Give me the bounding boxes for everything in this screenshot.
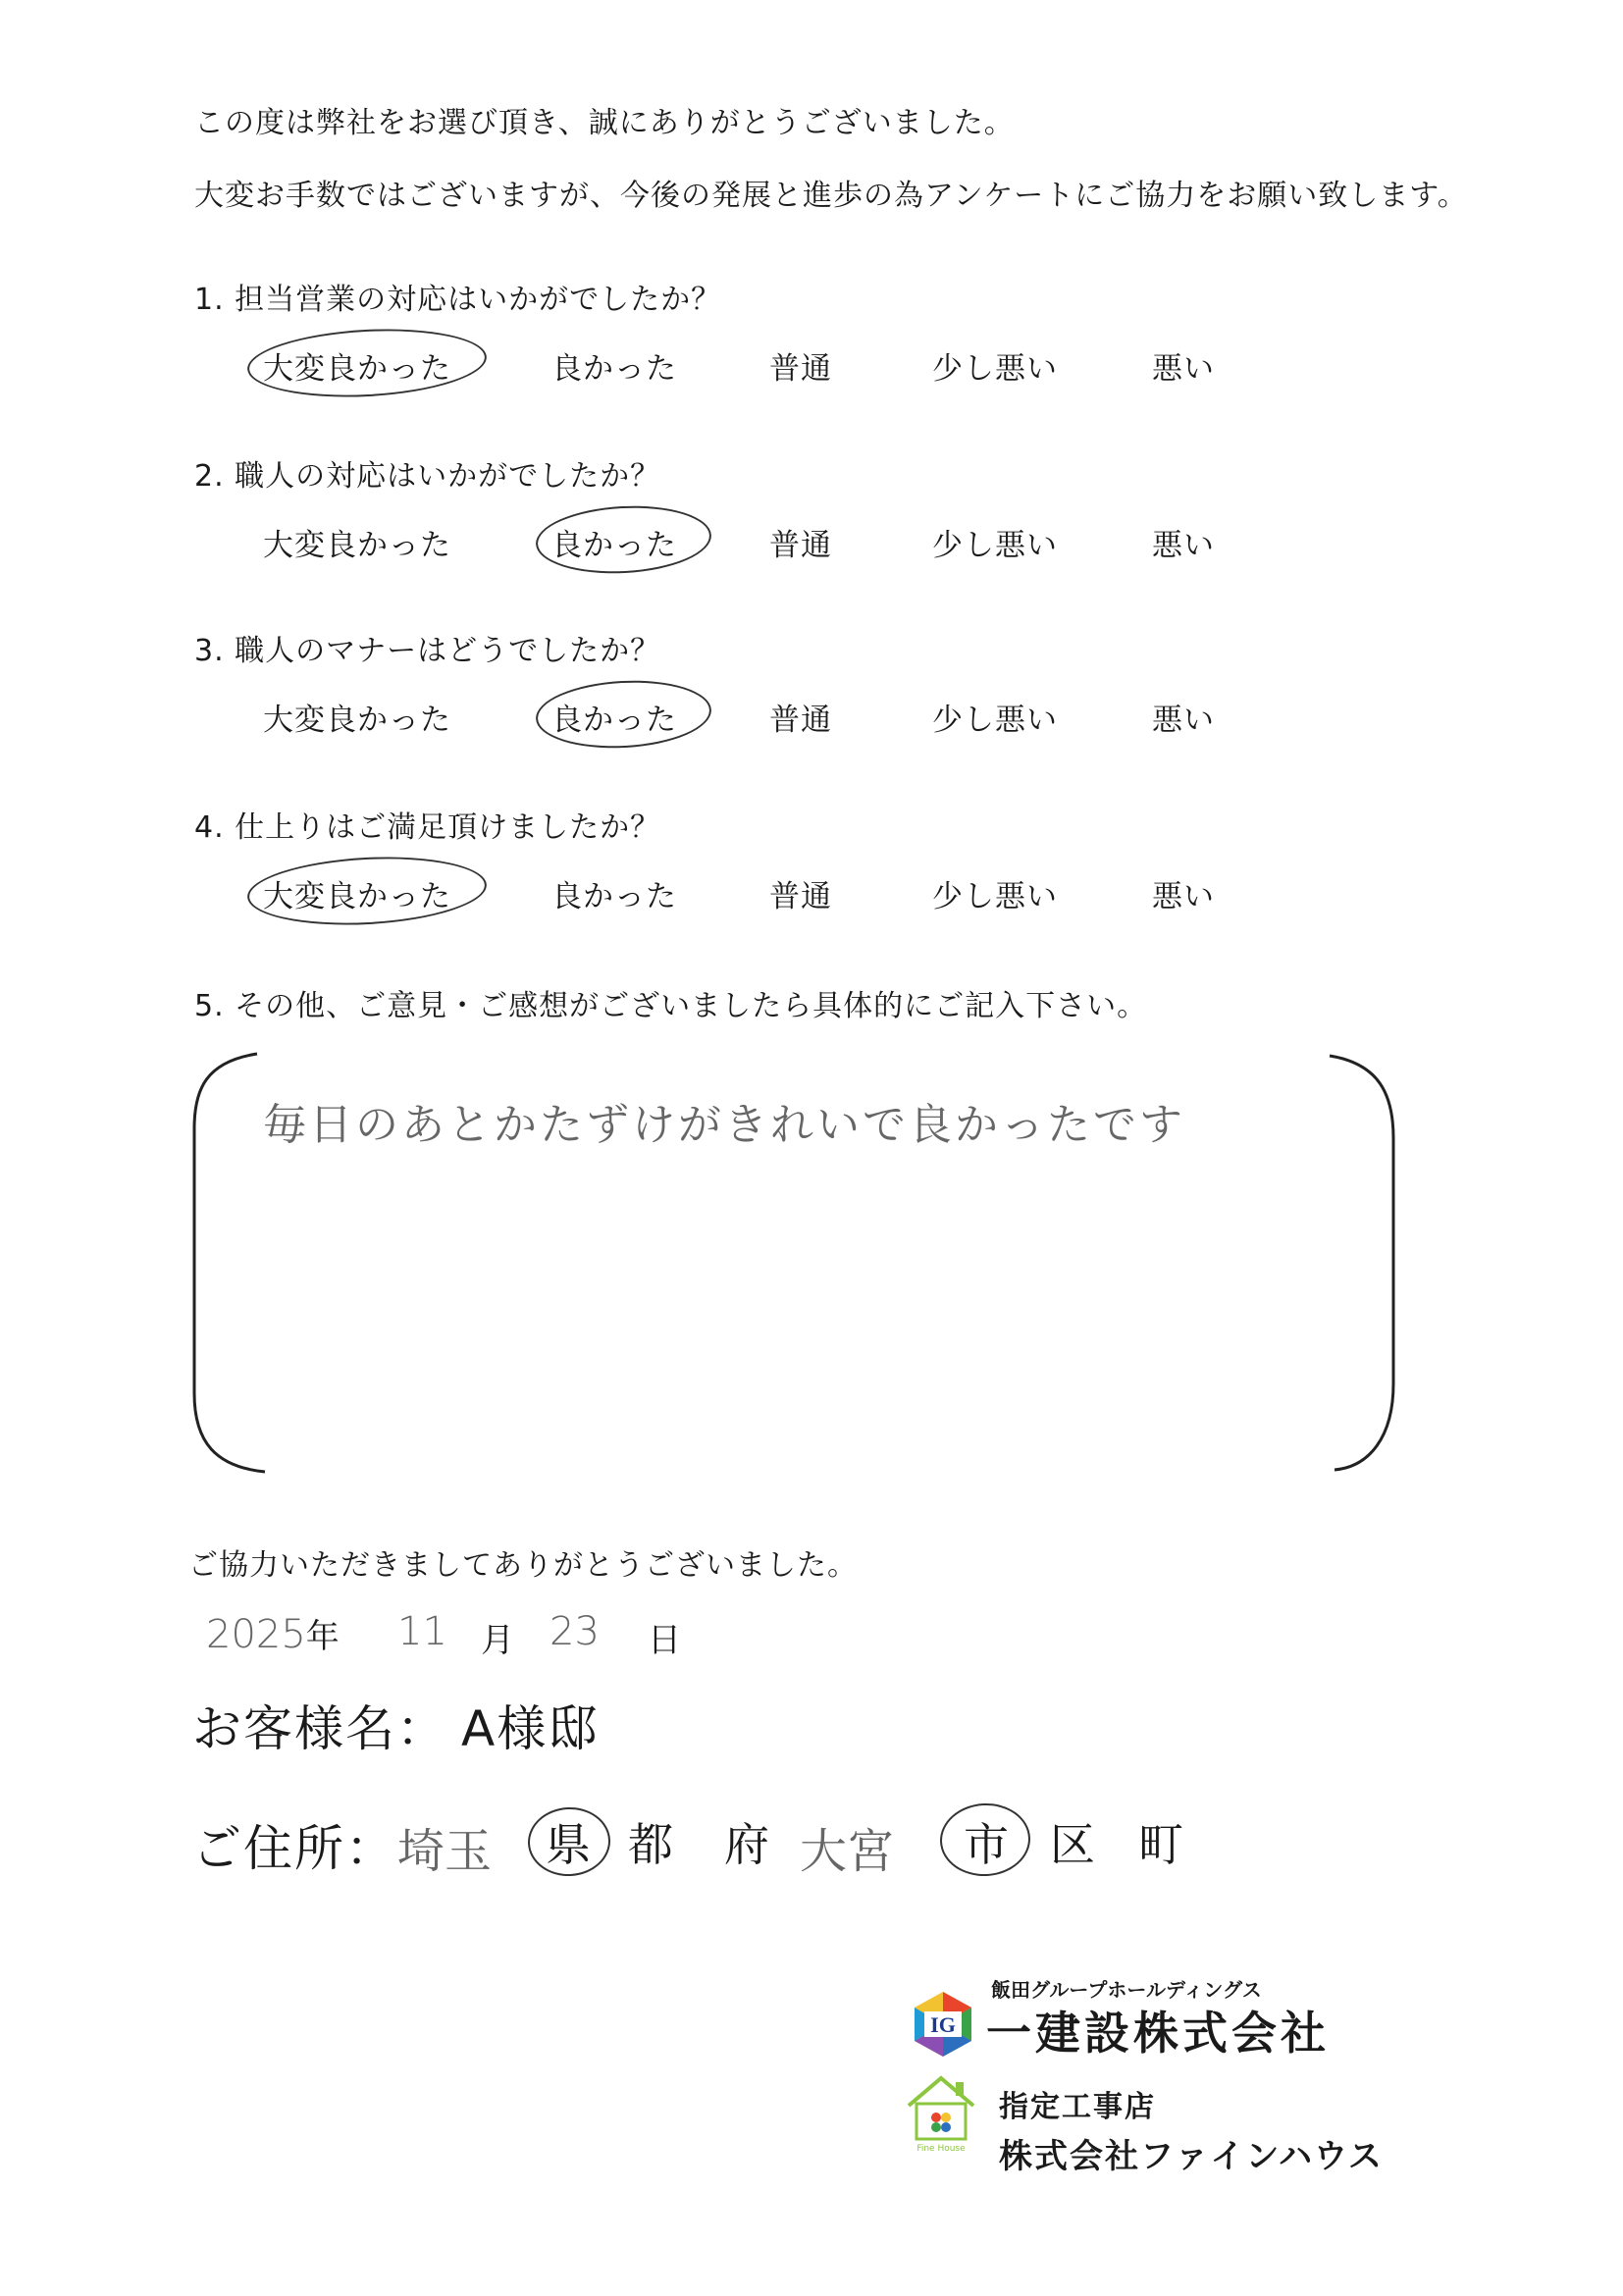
address-to: 都 [628, 1818, 675, 1871]
question-1-option-3[interactable]: 普通 [769, 351, 832, 387]
question-3-selection-circle [534, 676, 712, 752]
date-year: 2025 [206, 1612, 306, 1657]
question-4-option-1[interactable]: 大変良かった [263, 879, 451, 914]
question-3-option-4[interactable]: 少し悪い [932, 703, 1058, 738]
date-day-label: 日 [648, 1621, 681, 1660]
intro-line-1: この度は弊社をお選び頂き、誠にありがとうございました。 [194, 106, 1015, 140]
question-2-option-5[interactable]: 悪い [1152, 528, 1215, 563]
question-1-option-5[interactable]: 悪い [1152, 351, 1215, 387]
ken-circle [526, 1805, 612, 1878]
question-4-title: 4. 仕上りはご満足頂けましたか？ [194, 810, 661, 845]
address-machi: 町 [1138, 1818, 1185, 1871]
address-city: 大宮 [800, 1824, 895, 1879]
date-month: 11 [397, 1609, 447, 1654]
question-2-option-4[interactable]: 少し悪い [932, 528, 1058, 563]
question-2-option-3[interactable]: 普通 [769, 528, 832, 563]
address-ku: 区 [1050, 1818, 1097, 1871]
date-day: 23 [550, 1609, 600, 1654]
question-3-title: 3. 職人のマナーはどうでしたか？ [194, 634, 661, 668]
question-5-title: 5. その他、ご意見・ご感想がございましたら具体的にご記入下さい。 [194, 989, 1148, 1023]
customer-name: A様邸 [461, 1700, 600, 1757]
question-2-option-1[interactable]: 大変良かった [263, 528, 451, 563]
address-ken: 県 [546, 1818, 593, 1871]
question-3-option-2[interactable]: 良かった [551, 703, 677, 738]
question-1-option-4[interactable]: 少し悪い [932, 351, 1058, 387]
question-4-option-5[interactable]: 悪い [1152, 879, 1215, 914]
date-row [206, 1609, 340, 1657]
question-2-title: 2. 職人の対応はいかがでしたか？ [194, 459, 661, 494]
ig-logo-icon [911, 1990, 975, 2059]
group-name: 飯田グループホールディングス [991, 1978, 1262, 2002]
question-4-selection-circle [245, 852, 488, 931]
address-shi: 市 [964, 1818, 1011, 1871]
date-month-label: 月 [481, 1621, 514, 1660]
fine-house-logo-icon [903, 2072, 979, 2155]
question-4-option-2[interactable]: 良かった [551, 879, 677, 914]
address-fu: 府 [724, 1818, 771, 1871]
question-4-option-3[interactable]: 普通 [769, 879, 832, 914]
question-1-selection-circle [245, 324, 488, 403]
address-prefecture: 埼玉 [397, 1824, 493, 1879]
shi-circle [938, 1801, 1032, 1879]
question-3-option-3[interactable]: 普通 [769, 703, 832, 738]
designated-label: 指定工事店 [999, 2090, 1156, 2124]
contractor-name: 株式会社ファインハウス [999, 2137, 1384, 2176]
comment-answer: 毎日のあとかたずけがきれいで良かったです [263, 1100, 1185, 1150]
customer-label: お客様名： [192, 1700, 447, 1757]
thanks-text: ご協力いただきましてありがとうございました。 [188, 1548, 858, 1583]
question-3-option-5[interactable]: 悪い [1152, 703, 1215, 738]
question-1-option-2[interactable]: 良かった [551, 351, 677, 387]
intro-line-2: 大変お手数ではございますが、今後の発展と進歩の為アンケートにご協力をお願い致します。 [194, 179, 1468, 213]
question-2-option-2[interactable]: 良かった [551, 528, 677, 563]
fine-house-logo-text: Fine House [916, 2144, 966, 2154]
question-4-option-4[interactable]: 少し悪い [932, 879, 1058, 914]
question-2-selection-circle [534, 501, 712, 577]
question-3-option-1[interactable]: 大変良かった [263, 703, 451, 738]
address-label: ご住所： [192, 1820, 396, 1877]
date-year-label: 年 [305, 1617, 340, 1656]
ig-logo-text: IG [930, 2012, 956, 2037]
company-main-name: 一建設株式会社 [986, 2007, 1330, 2060]
question-1-option-1[interactable]: 大変良かった [263, 351, 451, 387]
question-1-title: 1. 担当営業の対応はいかがでしたか？ [194, 283, 722, 317]
